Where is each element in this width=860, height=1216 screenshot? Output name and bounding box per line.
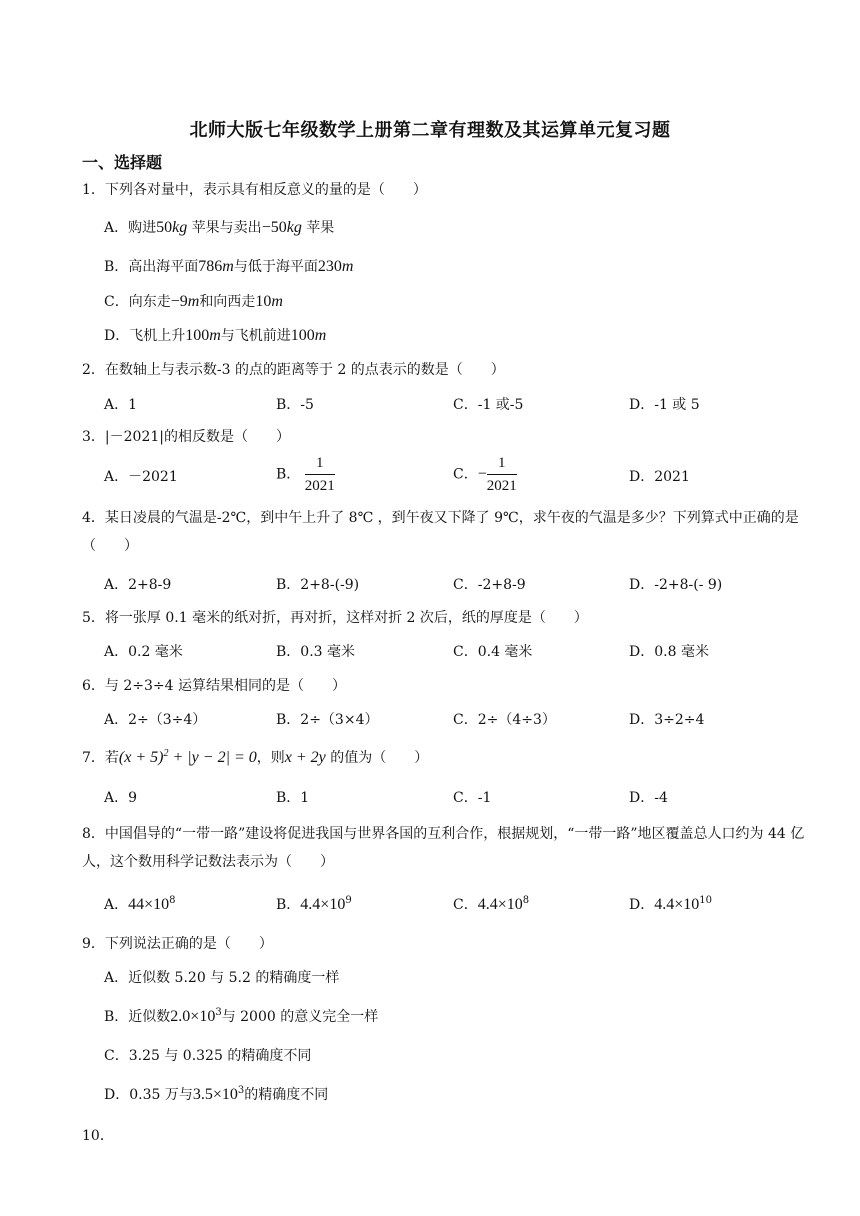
q2-option-d[interactable]: D．-1 或 5 (629, 397, 700, 413)
q5-option-c[interactable]: C．0.4 毫米 (453, 644, 533, 660)
question-9-stem: 9．下列说法正确的是（ ） (82, 936, 273, 952)
fraction: $\frac{1}{2021}$ (487, 452, 517, 497)
q2-option-c[interactable]: C．-1 或-5 (453, 397, 524, 413)
question-6-stem: 6．与 2÷3÷4 运算结果相同的是（ ） (82, 678, 346, 694)
q4-option-c[interactable]: C．-2+8-9 (453, 577, 526, 593)
document-title: 北师大版七年级数学上册第二章有理数及其运算单元复习题 (189, 120, 671, 141)
question-1-stem: 1．下列各对量中，表示具有相反意义的量的是（ ） (82, 182, 427, 198)
q8-option-c[interactable]: C．$4.4\times 10^8$ (453, 895, 530, 913)
q6-option-b[interactable]: B．2÷（3×4） (276, 712, 379, 728)
q3-option-c[interactable]: C．− $\frac{1}{2021}$ (453, 452, 517, 497)
fraction: $\frac{1}{2021}$ (305, 452, 335, 497)
q3-option-d[interactable]: D．2021 (629, 469, 690, 485)
q9-option-b[interactable]: B．近似数$2.0\times 10^3$与 2000 的意义完全一样 (104, 1007, 379, 1025)
section-heading: 一、选择题 (82, 153, 163, 172)
q5-option-b[interactable]: B．0.3 毫米 (276, 644, 356, 660)
q7-option-c[interactable]: C．-1 (453, 790, 492, 806)
q9-option-d[interactable]: D．0.35 万与$3.5\times 10^3$的精确度不同 (104, 1085, 329, 1103)
question-5-stem: 5．将一张厚 0.1 毫米的纸对折，再对折，这样对折 2 次后，纸的厚度是（ ） (82, 610, 588, 626)
q4-option-a[interactable]: A．2+8-9 (104, 577, 172, 593)
question-7-stem: 7．若$(x + 5)^2 + |y - 2| = 0$，则x + 2y 的值为（ ） (82, 748, 429, 766)
q6-option-c[interactable]: C．2÷（4÷3） (453, 712, 556, 728)
q7-option-b[interactable]: B．1 (276, 790, 310, 806)
q5-option-a[interactable]: A．0.2 毫米 (104, 644, 183, 660)
question-2-stem: 2．在数轴上与表示数-3 的点的距离等于 2 的点表示的数是（ ） (82, 362, 505, 378)
question-4-stem: 4．某日凌晨的气温是-2℃，到中午上升了 8℃ ，到午夜又下降了 9℃，求午夜的气温是多少？下列算式中正确的是（ ） (82, 510, 799, 554)
q3-option-b[interactable]: B． $\frac{1}{2021}$ (276, 452, 335, 497)
q8-option-d[interactable]: D．$4.4\times 10^{10}$ (629, 895, 712, 913)
q2-option-b[interactable]: B．-5 (276, 397, 314, 413)
q9-option-a[interactable]: A．近似数 5.20 与 5.2 的精确度一样 (104, 970, 340, 986)
q8-option-a[interactable]: A．$44\times 10^8$ (104, 895, 176, 913)
q6-option-a[interactable]: A．2÷（3÷4） (104, 712, 207, 728)
q1-option-a[interactable]: A．购进50kg 苹果与卖出−50kg 苹果 (104, 219, 335, 236)
q1-option-b[interactable]: B．高出海平面786m与低于海平面230m (104, 258, 354, 275)
q7-option-d[interactable]: D．-4 (629, 790, 668, 806)
q5-option-d[interactable]: D．0.8 毫米 (629, 644, 709, 660)
q1-option-d[interactable]: D．飞机上升100m与飞机前进100m (104, 327, 327, 344)
q4-option-b[interactable]: B．2+8-(-9) (276, 577, 360, 593)
q6-option-d[interactable]: D．3÷2÷4 (629, 712, 705, 728)
equation: $(x + 5)^2 + |y - 2| = 0$ (118, 748, 257, 766)
q2-option-a[interactable]: A．1 (104, 397, 138, 413)
question-10-stem: 10． (82, 1128, 114, 1144)
q9-option-c[interactable]: C．3.25 与 0.325 的精确度不同 (104, 1048, 312, 1064)
q7-option-a[interactable]: A．9 (104, 790, 138, 806)
q8-option-b[interactable]: B．$4.4\times 10^9$ (276, 895, 352, 913)
q1-option-c[interactable]: C．向东走−9m和向西走10m (104, 293, 283, 310)
question-8-stem: 8．中国倡导的“一带一路”建设将促进我国与世界各国的互利合作，根据规划，“一带一路”地区覆盖总人口约为 44 亿人，这个数用科学记数法表示为（ ） (82, 826, 805, 870)
q4-option-d[interactable]: D．-2+8-(- 9) (629, 577, 723, 593)
q3-option-a[interactable]: A．－2021 (104, 469, 178, 485)
question-3-stem: 3．|－2021|的相反数是（ ） (82, 429, 290, 445)
